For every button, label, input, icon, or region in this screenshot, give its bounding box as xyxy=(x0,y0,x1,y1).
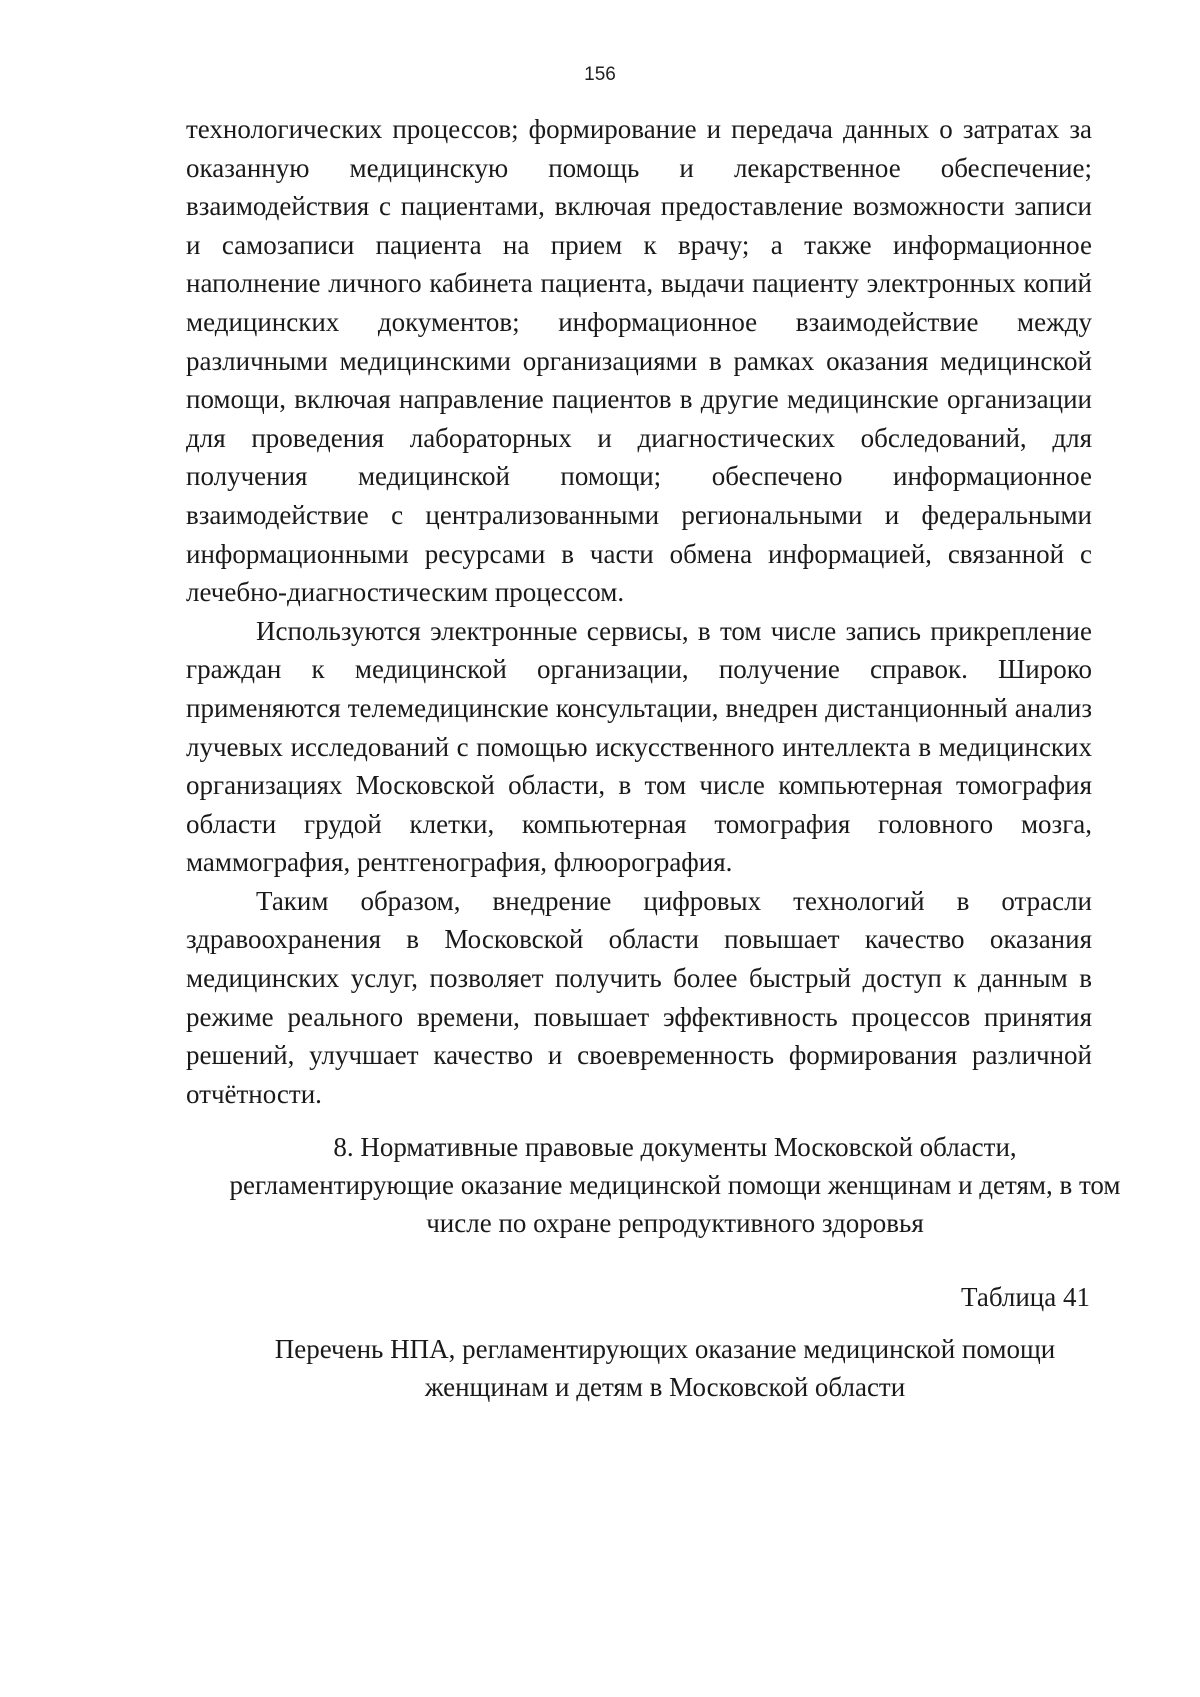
table-label: Таблица 41 xyxy=(961,1282,1090,1312)
body-text xyxy=(186,110,1092,1113)
paragraph-continuation: технологических процессов; формирование и передача данных о затратах за оказанную медицинскую помощь и лекарственное обеспечение; взаимодействия с пациентами, включая предоставление возможности записи и самозаписи пациента на прием к врачу; а также информационное наполнение личного кабинета пациента, выдачи пациенту электронных копий медицинских документов; информационное взаимодействие между различными медицинскими организациями в рамках оказания медицинской помощи, включая направление пациентов в другие медицинские организации для проведения лабораторных и диагностических обследований, для получения медицинской помощи; обеспечено информационное взаимодействие с централизованными региональными и федеральными информационными ресурсами в части обмена информацией, связанной с лечебно-диагностическим процессом. xyxy=(186,114,1092,608)
table-title: Перечень НПА, регламентирующих оказание медицинской помощи женщинам и детям в Московской области xyxy=(274,1334,1056,1402)
paragraph-electronic-services: Используются электронные сервисы, в том числе запись прикрепление граждан к медицинской организации, получение справок. Широко применяются телемедицинские консультации, внедрен дистанционный анализ лучевых исследований с помощью искусственного интеллекта в медицинских организациях Московской области, в том числе компьютерная томография области грудой клетки, компьютерная томография головного мозга, маммография, рентгенография, флюорография. xyxy=(186,615,1092,878)
section-heading: 8. Нормативные правовые документы Московской области, регламентирующие оказание медицинской помощи женщинам и детям, в том числе по охране репродуктивного здоровья xyxy=(229,1132,1121,1238)
page-number: 156 xyxy=(584,64,616,85)
paragraph-conclusion: Таким образом, внедрение цифровых технологий в отрасли здравоохранения в Московской области повышает качество оказания медицинских услуг, позволяет получить более быстрый доступ к данным в режиме реального времени, повышает эффективность процессов принятия решений, улучшает качество и своевременность формирования различной отчётности. xyxy=(186,885,1092,1109)
